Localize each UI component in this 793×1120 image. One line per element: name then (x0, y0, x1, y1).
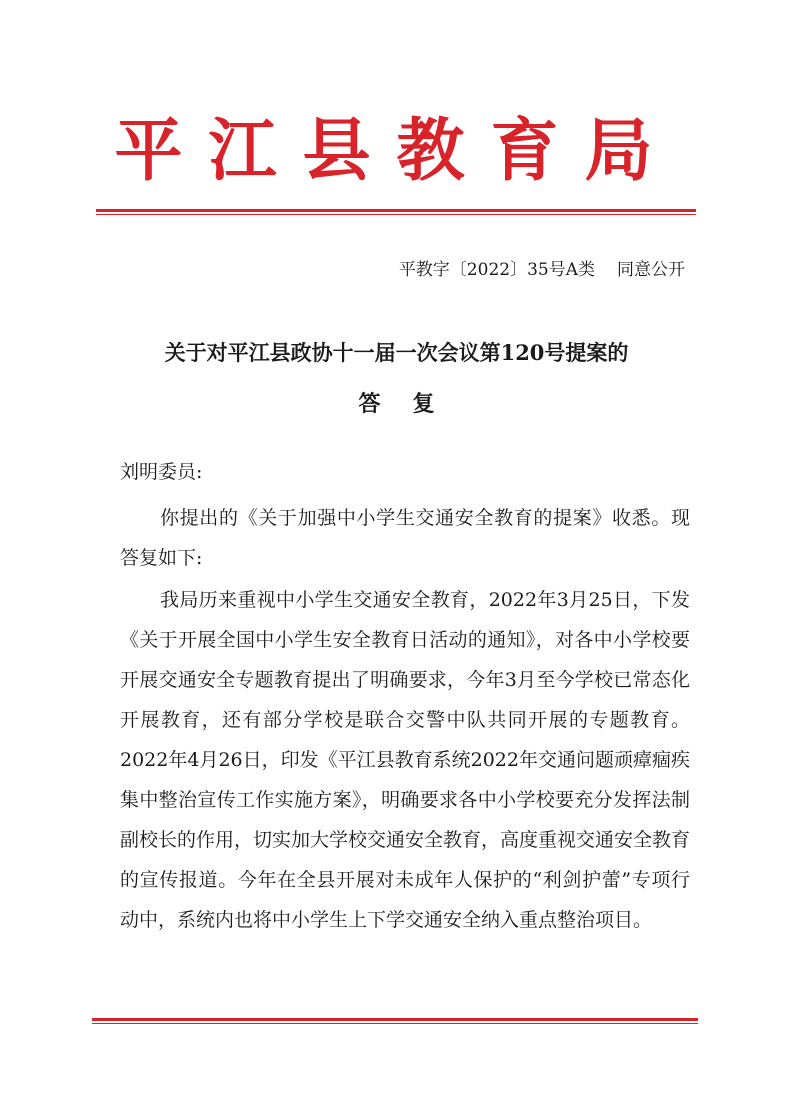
issuing-authority-title: 平江县教育局 (114, 112, 679, 191)
salutation: 刘明委员: (120, 461, 203, 483)
header-divider-thin (96, 214, 696, 215)
disclosure-status: 同意公开 (617, 260, 685, 280)
footer-divider-thick (92, 1018, 698, 1021)
document-title-reply: 答复 (358, 391, 467, 417)
document-title: 关于对平江县政协十一届一次会议第120号提案的 (164, 340, 629, 365)
header-divider-thick (96, 209, 696, 212)
footer-divider-thin (92, 1023, 698, 1024)
body-paragraph-2: 我局历来重视中小学生交通安全教育，2022年3月25日，下发《关于开展全国中小学生安全教育日活动的通知》，对各中小学校要开展交通安全专题教育提出了明确要求，今年3月至今学校已常态化开展教育，还有部分学校是联合交警中队共同开展的专题教育。2022年4月26日，印发《平江县教育系统2022年交通问题顽瘴痼疾集中整治宣传工作实施方案》，明确要求各中小学校要充分发挥法制副校长的作用，切实加大学校交通安全教育，高度重视交通安全教育的宣传报道。今年在全县开展对未成年人保护的“利剑护蕾”专项行动中，系统内也将中小学生上下学交通安全纳入重点整治项目。 (120, 589, 691, 931)
body-paragraph-1: 你提出的《关于加强中小学生交通安全教育的提案》收悉。现答复如下: (120, 507, 690, 569)
document-number-line (399, 256, 685, 284)
document-number: 平教字〔2022〕35号A类 (398, 260, 595, 280)
